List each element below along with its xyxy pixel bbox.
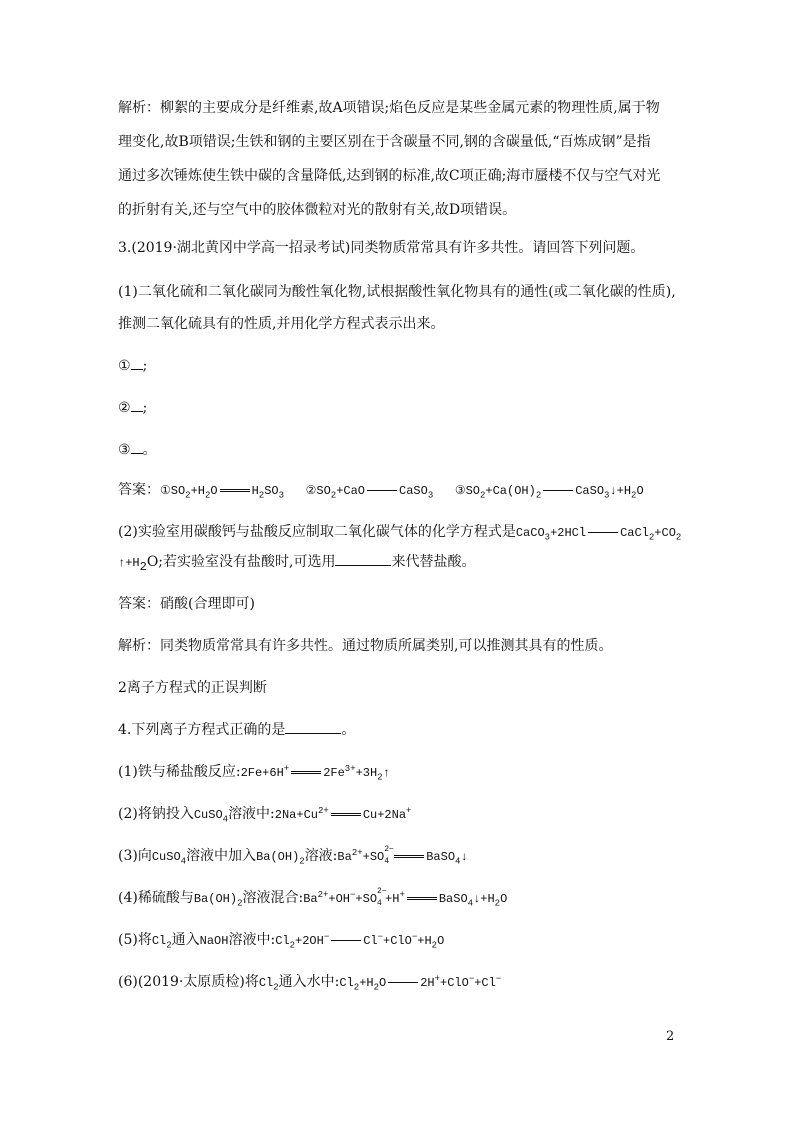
answer-blank[interactable] xyxy=(131,357,143,370)
answer-blank[interactable] xyxy=(131,399,143,412)
q3-part1-line2: 推测二氧化硫具有的性质,并用化学方程式表示出来。 xyxy=(118,316,445,332)
answer-blank[interactable] xyxy=(131,441,143,454)
q4-item-4: (4)稀硫酸与$Ba(OH)_2$溶液混合$:Ba^{2+}+OH^-+SO$ 2− 4 +H+ $BaSO_4↓+H_2O$ xyxy=(118,887,508,909)
q4-item-3: (3)向CuSO$_4$溶液中加入$Ba(OH)_2$溶液$:Ba^{2+}+SO$ 2− 4 BaSO$_4$↓ xyxy=(118,845,468,867)
q4-item-6: (6)(2019·太原质检)将$Cl_2$通入水中$:Cl_2+H_2O$ 2H++ClO−+Cl− xyxy=(118,974,502,993)
circled-1: ① xyxy=(118,358,131,374)
q3-analysis: 解析：同类物质常常具有许多共性。通过物质所属类别,可以推测其具有的性质。 xyxy=(118,638,613,654)
answer-blank[interactable] xyxy=(285,721,341,734)
circled-3: ③ xyxy=(118,442,131,458)
analysis-line-2: 理变化,故B项错误;生铁和钢的主要区别在于含碳量不同,钢的含碳量低,“百炼成钢”是指 xyxy=(118,134,651,150)
q3-blank-3: ③ 。 xyxy=(118,442,157,458)
q3-answer-1: 答案：$①SO_2+H_2O$ $H_2SO_3$ $②SO_2+CaO$ CaSO$_3$ $③SO_2+Ca(OH)_2$ $CaSO_3↓+H_2O$ xyxy=(118,482,644,501)
answer-blank[interactable] xyxy=(335,553,391,566)
analysis-line-1: 解析：柳絮的主要成分是纤维素,故A项错误;焰色反应是某些金属元素的物理性质,属于物 xyxy=(118,100,660,116)
q4-item-1: (1)铁与稀盐酸反应:2Fe+6H+ $2Fe^{3+}+3H_2↑$ xyxy=(118,764,390,783)
question-4-stem: 4.下列离子方程式正确的是 。 xyxy=(118,722,356,738)
q3-blank-2: ② ; xyxy=(118,400,148,416)
question-3-stem: 3.(2019·湖北黄冈中学高一招录考试)同类物质常常具有许多共性。请回答下列问题。 xyxy=(118,240,645,256)
circled-2: ② xyxy=(118,400,131,416)
q3-answer-2: 答案：硝酸(合理即可) xyxy=(118,596,255,612)
q4-item-2: (2)将钠投入CuSO$_4$溶液中$:2Na+Cu^{2+}$ Cu+2Na+ xyxy=(118,806,412,825)
section-heading: 2离子方程式的正误判断 xyxy=(118,680,267,696)
q3-part1-line1: (1)二氧化硫和二氧化碳同为酸性氧化物,试根据酸性氧化物具有的通性(或二氧化碳的性质), xyxy=(118,284,676,300)
q4-item-5: (5)将$Cl_2$通入NaOH溶液中$:Cl_2+2OH^-$ $Cl^-+ClO^-+H_2O$ xyxy=(118,932,445,951)
q3-part2-line1: (2)实验室用碳酸钙与盐酸反应制取二氧化碳气体的化学方程式是CaCO$_3$+2HCl $CaCl_2+CO_2$ xyxy=(118,524,682,543)
analysis-line-4: 的折射有关,还与空气中的胶体微粒对光的散射有关,故D项错误。 xyxy=(118,202,517,218)
q3-blank-1: ① ; xyxy=(118,358,148,374)
analysis-line-3: 通过多次锤炼使生铁中碳的含量降低,达到钢的标准,故C项正确;海市蜃楼不仅与空气对光 xyxy=(118,168,661,184)
page-number: 2 xyxy=(666,1029,675,1044)
q3-part2-line2: $↑+H_2O$;若实验室没有盐酸时,可选用 来代替盐酸。 xyxy=(118,554,476,574)
